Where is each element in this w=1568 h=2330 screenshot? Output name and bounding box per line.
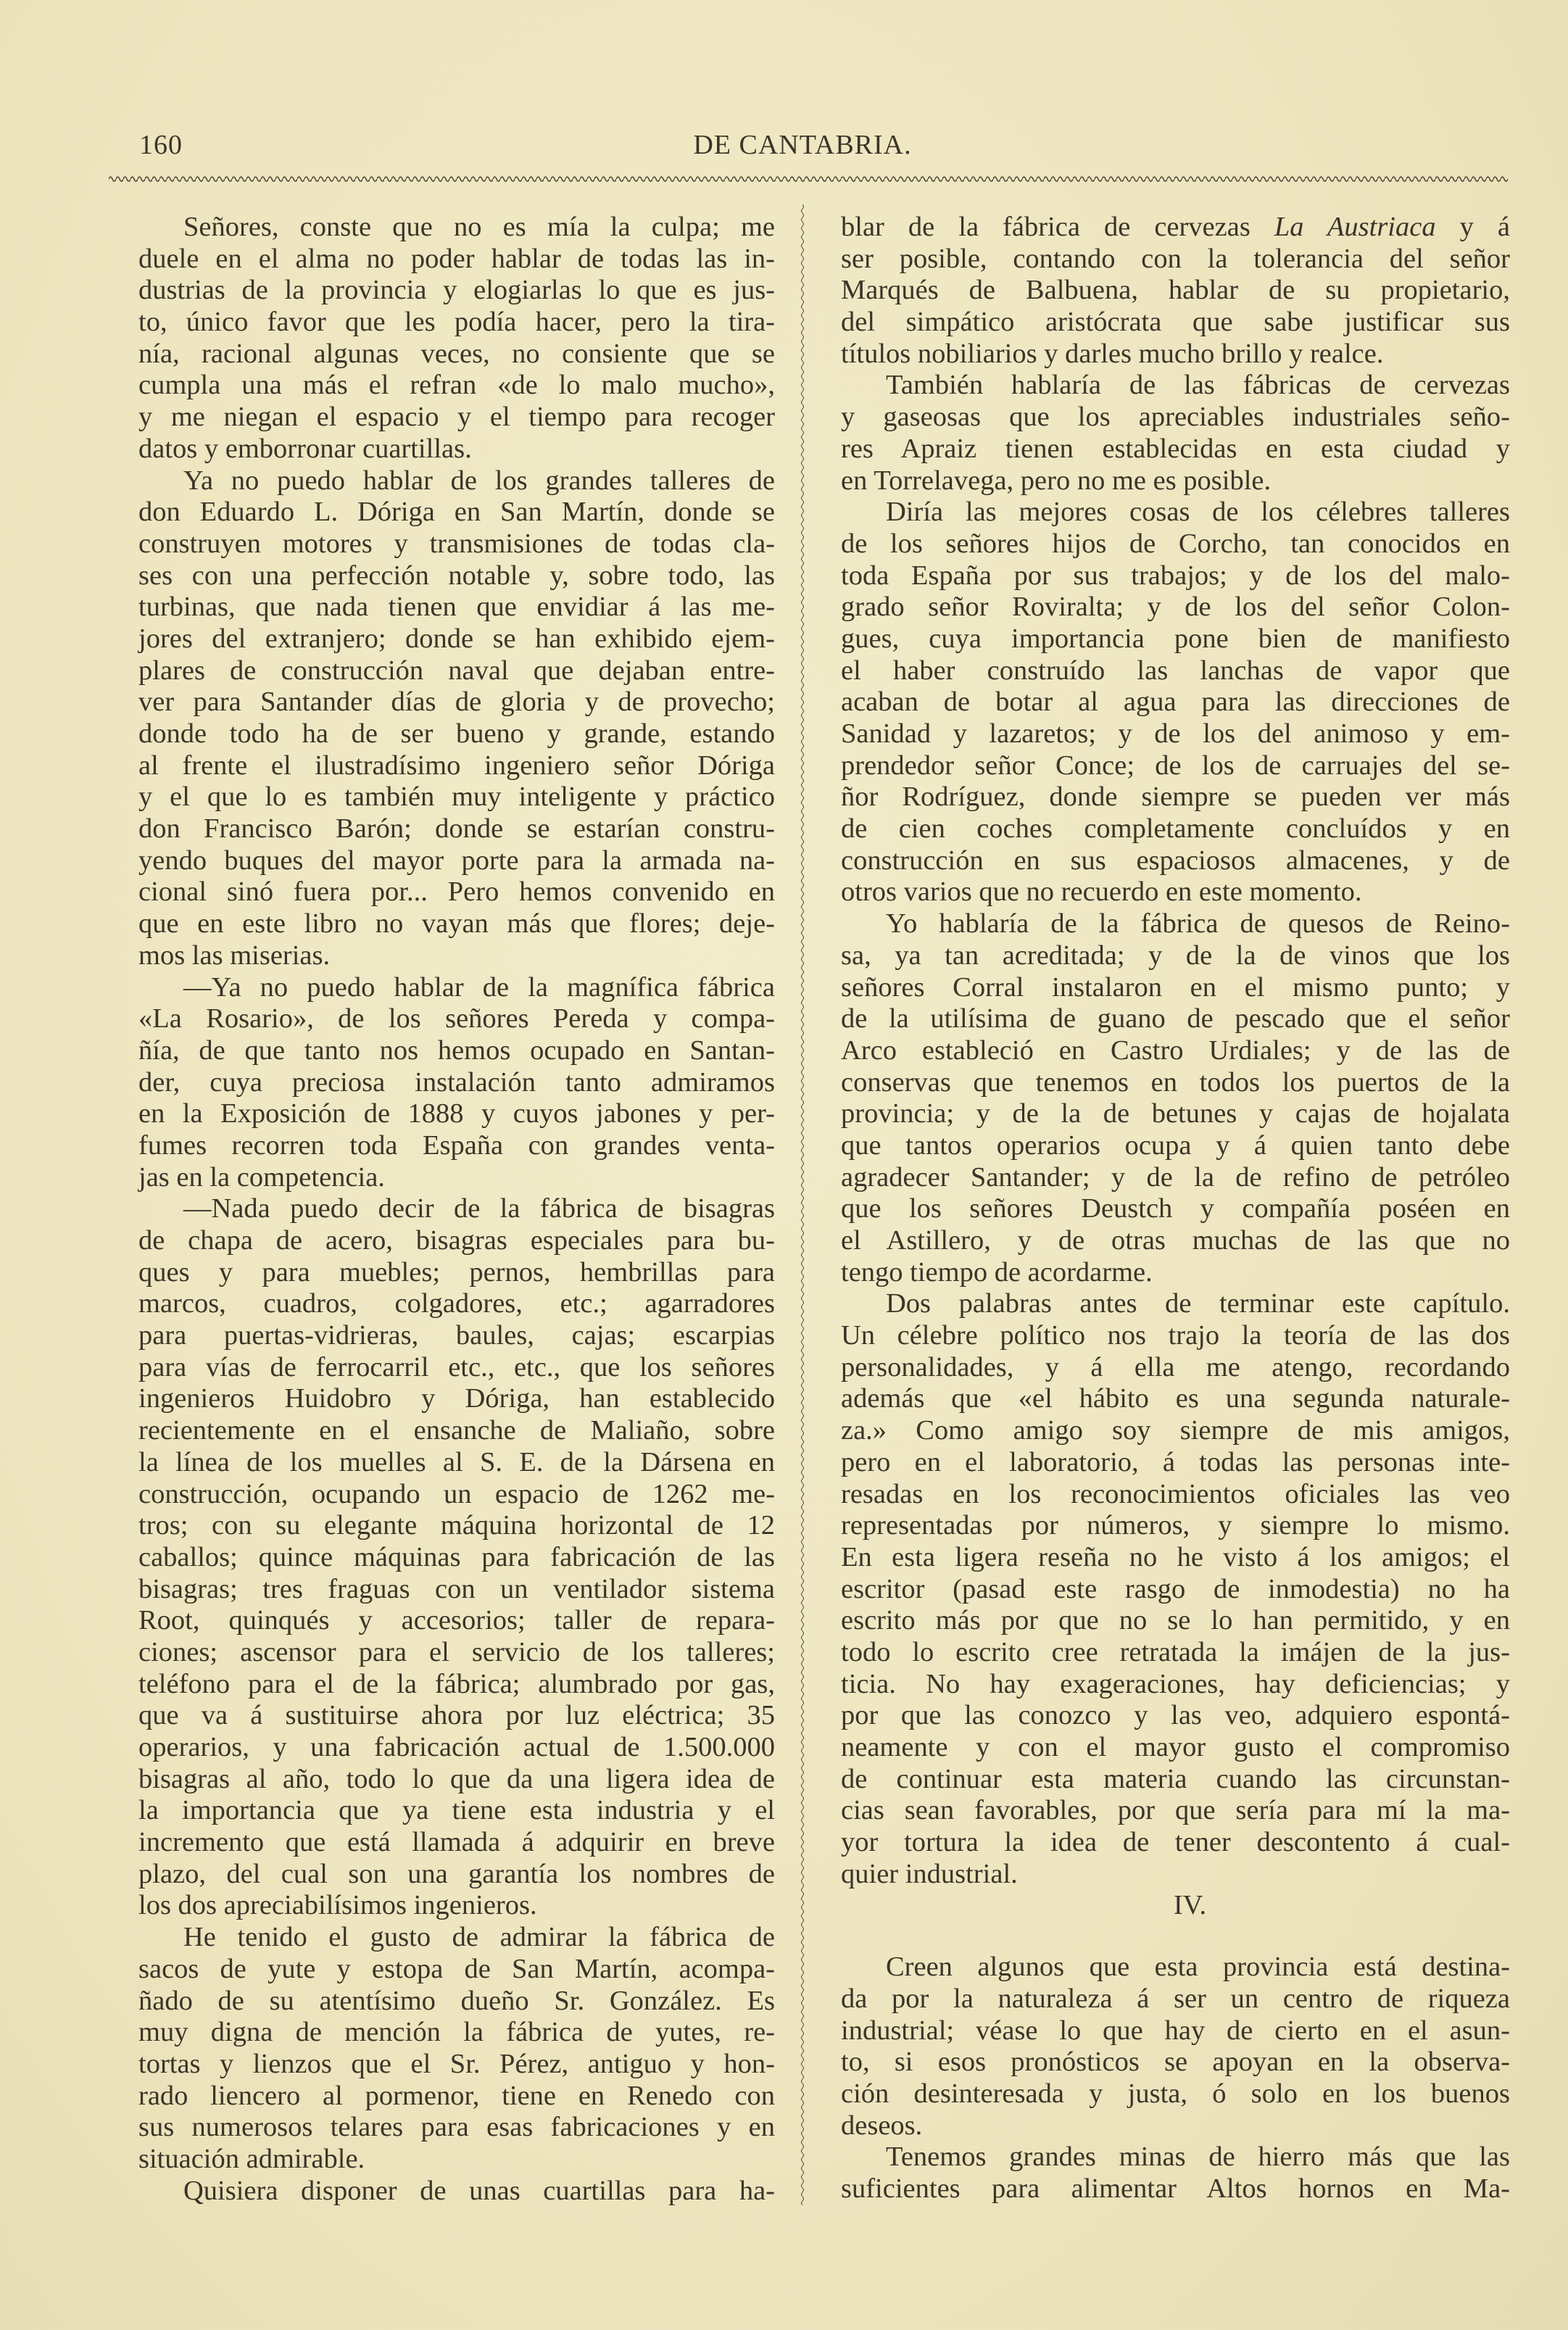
running-title: DE CANTABRIA. bbox=[693, 130, 912, 160]
text-line: «La Rosario», de los señores Pereda y compa- bbox=[138, 1003, 775, 1035]
text-line: que va á sustituirse ahora por luz eléctrica; 35 bbox=[138, 1700, 775, 1731]
text-line: bisagras; tres fraguas con un ventilador sistema bbox=[138, 1573, 775, 1604]
text-line: que tantos operarios ocupa y á quien tanto debe bbox=[841, 1129, 1510, 1161]
text-line: dustrias de la provincia y elogiarlas lo que es jus- bbox=[138, 275, 775, 306]
text-line: construcción, ocupando un espacio de 1262 me- bbox=[138, 1478, 775, 1509]
text-line: Marqués de Balbuena, hablar de su propietario, bbox=[841, 275, 1510, 306]
text-line: tortas y lienzos que el Sr. Pérez, antiguo y hon- bbox=[138, 2048, 775, 2079]
text-line: —Ya no puedo hablar de la magnífica fábrica bbox=[183, 971, 775, 1003]
text-line: También hablaría de las fábricas de cervezas bbox=[886, 370, 1510, 401]
paragraph bbox=[138, 2176, 775, 2207]
section-heading: IV. bbox=[1173, 1890, 1207, 1921]
italic-title: La Austriaca bbox=[1274, 212, 1436, 242]
text-line: jores del extranjero; donde se han exhibido ejem- bbox=[138, 623, 775, 654]
text-line: don Francisco Barón; donde se estarían constru- bbox=[138, 813, 775, 845]
text-line: Un célebre político nos trajo la teoría de las dos bbox=[841, 1320, 1510, 1351]
header-wavy-rule bbox=[109, 174, 1508, 184]
text-line: ingenieros Huidobro y Dóriga, han establecido bbox=[138, 1383, 775, 1414]
text-line: que en este libro no vayan más que flores; deje- bbox=[138, 908, 775, 940]
text-line: bisagras al año, todo lo que da una ligera idea de bbox=[138, 1763, 775, 1794]
paragraph bbox=[841, 908, 1510, 1288]
text-line: por que las conozco y las veo, adquiero espontá- bbox=[841, 1700, 1510, 1731]
text-line: representadas por números, y siempre lo mismo. bbox=[841, 1510, 1510, 1541]
text-line: sus numerosos telares para esas fabricaciones y en bbox=[138, 2112, 775, 2143]
column-divider bbox=[798, 204, 807, 2205]
text-line: za.» Como amigo soy siempre de mis amigos, bbox=[841, 1415, 1510, 1446]
text-line: del simpático aristócrata que sabe justificar sus bbox=[841, 307, 1510, 338]
text-line: Quisiera disponer de unas cuartillas para ha- bbox=[183, 2175, 775, 2206]
text-line: tros; con su elegante máquina horizontal de 12 bbox=[138, 1510, 775, 1541]
paragraph bbox=[841, 212, 1510, 370]
text-line: escrito más por que no se lo han permitido, y en bbox=[841, 1605, 1510, 1636]
left-column bbox=[138, 212, 775, 2207]
text-line: personalidades, y á ella me atengo, recordando bbox=[841, 1351, 1510, 1382]
text-line: la importancia que ya tiene esta industria y el bbox=[138, 1795, 775, 1826]
text-line: grado señor Roviralta; y de los del señor Colon- bbox=[841, 592, 1510, 623]
paragraph bbox=[841, 370, 1510, 497]
text-line: de la utilísima de guano de pescado que el señor bbox=[841, 1003, 1510, 1035]
text-line: plazo, del cual son una garantía los nombres de bbox=[138, 1858, 775, 1889]
text-line: turbinas, que nada tienen que envidiar á las me- bbox=[138, 592, 775, 623]
text-line: Arco estableció en Castro Urdiales; y de las de bbox=[841, 1035, 1510, 1066]
text-line: plares de construcción naval que dejaban entre- bbox=[138, 655, 775, 686]
text-line: toda España por sus trabajos; y de los del malo- bbox=[841, 560, 1510, 591]
text-line: der, cuya preciosa instalación tanto admiramos bbox=[138, 1066, 775, 1098]
text-line: yendo buques del mayor porte para la armada na- bbox=[138, 845, 775, 876]
text-line: caballos; quince máquinas para fabricación de las bbox=[138, 1541, 775, 1572]
text-line: de cien coches completamente concluídos y en bbox=[841, 813, 1510, 845]
text-line: situación admirable. bbox=[138, 2143, 365, 2174]
paragraph bbox=[138, 972, 775, 1194]
text-line: el Astillero, y de otras muchas de las que no bbox=[841, 1225, 1510, 1256]
text-line: He tenido el gusto de admirar la fábrica de bbox=[183, 1922, 775, 1953]
text-line: muy digna de mención la fábrica de yutes, re- bbox=[138, 2017, 775, 2048]
text-line: ser posible, contando con la tolerancia del señor bbox=[841, 243, 1510, 274]
text-line: cias sean favorables, por que sería para mí la ma- bbox=[841, 1795, 1510, 1826]
paragraph bbox=[138, 212, 775, 465]
text-span: y á bbox=[1435, 212, 1510, 242]
text-line: de chapa de acero, bisagras especiales para bu- bbox=[138, 1225, 775, 1256]
text-line: Diría las mejores cosas de los célebres talleres bbox=[886, 497, 1510, 528]
text-line: y el que lo es también muy inteligente y práctico bbox=[138, 781, 775, 813]
text-line: ver para Santander días de gloria y de provecho; bbox=[138, 687, 775, 718]
text-line: además que «el hábito es una segunda naturale- bbox=[841, 1383, 1510, 1414]
text-line: ción desinteresada y justa, ó solo en los buenos bbox=[841, 2078, 1510, 2109]
text-line: Root, quinqués y accesorios; taller de repara- bbox=[138, 1605, 775, 1636]
text-line: to, si esos pronósticos se apoyan en la observa- bbox=[841, 2047, 1510, 2078]
text-line: recientemente en el ensanche de Maliaño, sobre bbox=[138, 1415, 775, 1446]
text-line: ticia. No hay exageraciones, hay deficiencias; y bbox=[841, 1668, 1510, 1699]
text-line: fumes recorren toda España con grandes venta- bbox=[138, 1129, 775, 1161]
text-line: da por la naturaleza á ser un centro de riqueza bbox=[841, 1983, 1510, 2014]
text-line: incremento que está llamada á adquirir en breve bbox=[138, 1827, 775, 1858]
text-line: ciones; ascensor para el servicio de los talleres; bbox=[138, 1636, 775, 1667]
text-line: Tenemos grandes minas de hierro más que las bbox=[886, 2142, 1510, 2173]
text-line: acaban de botar al agua para las direcciones de bbox=[841, 687, 1510, 718]
text-line: tengo tiempo de acordarme. bbox=[841, 1256, 1153, 1288]
text-line: suficientes para alimentar Altos hornos en Ma- bbox=[841, 2173, 1510, 2204]
text-line: que los señores Deustch y compañía poséen en bbox=[841, 1193, 1510, 1224]
text-line: neamente y con el mayor gusto el compromiso bbox=[841, 1732, 1510, 1762]
text-line: agradecer Santander; y de la de refino de petróleo bbox=[841, 1161, 1510, 1193]
text-line: señores Corral instalaron en el mismo punto; y bbox=[841, 971, 1510, 1003]
text-line: ñado de su atentísimo dueño Sr. González. Es bbox=[138, 1985, 775, 2016]
text-line: ses con una perfección notable y, sobre todo, las bbox=[138, 560, 775, 591]
text-line: otros varios que no recuerdo en este momento. bbox=[841, 876, 1362, 908]
text-line: En esta ligera reseña no he visto á los amigos; el bbox=[841, 1541, 1510, 1572]
right-column bbox=[841, 212, 1510, 2205]
text-line: el haber construído las lanchas de vapor que bbox=[841, 655, 1510, 686]
paragraph bbox=[138, 465, 775, 972]
text-line: Ya no puedo hablar de los grandes talleres de bbox=[183, 465, 775, 496]
text-line: escritor (pasad este rasgo de inmodestia) no ha bbox=[841, 1573, 1510, 1604]
paragraph bbox=[138, 1922, 775, 2176]
text-line: títulos nobiliarios y darles mucho brillo y realce. bbox=[841, 338, 1384, 369]
text-line: al frente el ilustradísimo ingeniero señor Dóriga bbox=[138, 750, 775, 781]
text-line: la línea de los muelles al S. E. de la Dársena en bbox=[138, 1446, 775, 1477]
text-line: Dos palabras antes de terminar este capítulo. bbox=[886, 1288, 1510, 1319]
paragraph bbox=[841, 2142, 1510, 2205]
text-line: rado liencero al pormenor, tiene en Renedo con bbox=[138, 2080, 775, 2111]
text-line: Creen algunos que esta provincia está destina- bbox=[886, 1952, 1510, 1983]
text-line: todo lo escrito cree retratada la imájen de la jus- bbox=[841, 1636, 1510, 1667]
text-line: to, único favor que les podía hacer, pero la tira- bbox=[138, 307, 775, 338]
text-line: para puertas-vidrieras, baules, cajas; escarpias bbox=[138, 1320, 775, 1351]
text-line: y gaseosas que los apreciables industriales seño- bbox=[841, 402, 1510, 433]
paragraph bbox=[841, 1952, 1510, 2142]
text-line: operarios, y una fabricación actual de 1.500.000 bbox=[138, 1732, 775, 1762]
paragraph bbox=[841, 497, 1510, 908]
text-line: conservas que tenemos en todos los puertos de la bbox=[841, 1066, 1510, 1098]
text-line: los dos apreciabilísimos ingenieros. bbox=[138, 1890, 537, 1921]
text-line: ñor Rodríguez, donde siempre se pueden ver más bbox=[841, 781, 1510, 813]
text-line: pero en el laboratorio, á todas las personas inte- bbox=[841, 1446, 1510, 1477]
text-line: Señores, conste que no es mía la culpa; me bbox=[183, 212, 775, 242]
text-line: Yo hablaría de la fábrica de quesos de Reino- bbox=[886, 908, 1510, 940]
text-line: mos las miserias. bbox=[138, 940, 331, 971]
paragraph bbox=[138, 1193, 775, 1922]
page-number: 160 bbox=[139, 130, 183, 160]
text-line: cional sinó fuera por... Pero hemos convenido en bbox=[138, 876, 775, 908]
paragraph bbox=[841, 1288, 1510, 1890]
text-line: de los señores hijos de Corcho, tan conocidos en bbox=[841, 528, 1510, 559]
text-span: blar de la fábrica de cervezas bbox=[841, 212, 1274, 242]
text-line: datos y emborronar cuartillas. bbox=[138, 433, 472, 464]
text-line: construcción en sus espaciosos almacenes, y de bbox=[841, 845, 1510, 876]
text-line: industrial; véase lo que hay de cierto en el asun- bbox=[841, 2015, 1510, 2046]
text-line: deseos. bbox=[841, 2110, 923, 2141]
text-line: sa, ya tan acreditada; y de la de vinos que los bbox=[841, 940, 1510, 971]
text-line: de continuar esta materia cuando las circunstan- bbox=[841, 1763, 1510, 1794]
text-line: jas en la competencia. bbox=[138, 1161, 385, 1193]
text-line: sacos de yute y estopa de San Martín, acompa- bbox=[138, 1953, 775, 1984]
text-line: yor tortura la idea de tener descontento á cual- bbox=[841, 1827, 1510, 1858]
text-line: —Nada puedo decir de la fábrica de bisagras bbox=[183, 1193, 775, 1224]
text-line: construyen motores y transmisiones de todas cla- bbox=[138, 528, 775, 559]
text-line: provincia; y de la de betunes y cajas de hojalata bbox=[841, 1098, 1510, 1129]
text-line: prendedor señor Conce; de los de carruajes del se- bbox=[841, 750, 1510, 781]
text-line: res Apraiz tienen establecidas en esta ciudad y bbox=[841, 433, 1510, 464]
text-line: cumpla una más el refran «de lo malo mucho», bbox=[138, 370, 775, 401]
text-line: quier industrial. bbox=[841, 1858, 1018, 1889]
text-line: don Eduardo L. Dóriga en San Martín, donde se bbox=[138, 497, 775, 528]
text-line: en Torrelavega, pero no me es posible. bbox=[841, 465, 1272, 496]
text-line: teléfono para el de la fábrica; alumbrado por gas, bbox=[138, 1668, 775, 1699]
text-line: ques y para muebles; pernos, hembrillas para bbox=[138, 1256, 775, 1288]
text-line: para vías de ferrocarril etc., etc., que los señores bbox=[138, 1351, 775, 1382]
text-line: donde todo ha de ser bueno y grande, estando bbox=[138, 718, 775, 749]
text-line: resadas en los reconocimientos oficiales las veo bbox=[841, 1478, 1510, 1509]
text-line bbox=[841, 212, 1510, 244]
text-line: marcos, cuadros, colgadores, etc.; agarradores bbox=[138, 1288, 775, 1319]
text-line: nía, racional algunas veces, no consiente que se bbox=[138, 338, 775, 369]
text-line: ñía, de que tanto nos hemos ocupado en Santan- bbox=[138, 1035, 775, 1066]
text-line: Sanidad y lazaretos; y de los del animoso y em- bbox=[841, 718, 1510, 749]
text-line: gues, cuya importancia pone bien de manifiesto bbox=[841, 623, 1510, 654]
text-line: y me niegan el espacio y el tiempo para recoger bbox=[138, 402, 775, 433]
text-line: duele en el alma no poder hablar de todas las in- bbox=[138, 243, 775, 274]
text-line: en la Exposición de 1888 y cuyos jabones y per- bbox=[138, 1098, 775, 1129]
